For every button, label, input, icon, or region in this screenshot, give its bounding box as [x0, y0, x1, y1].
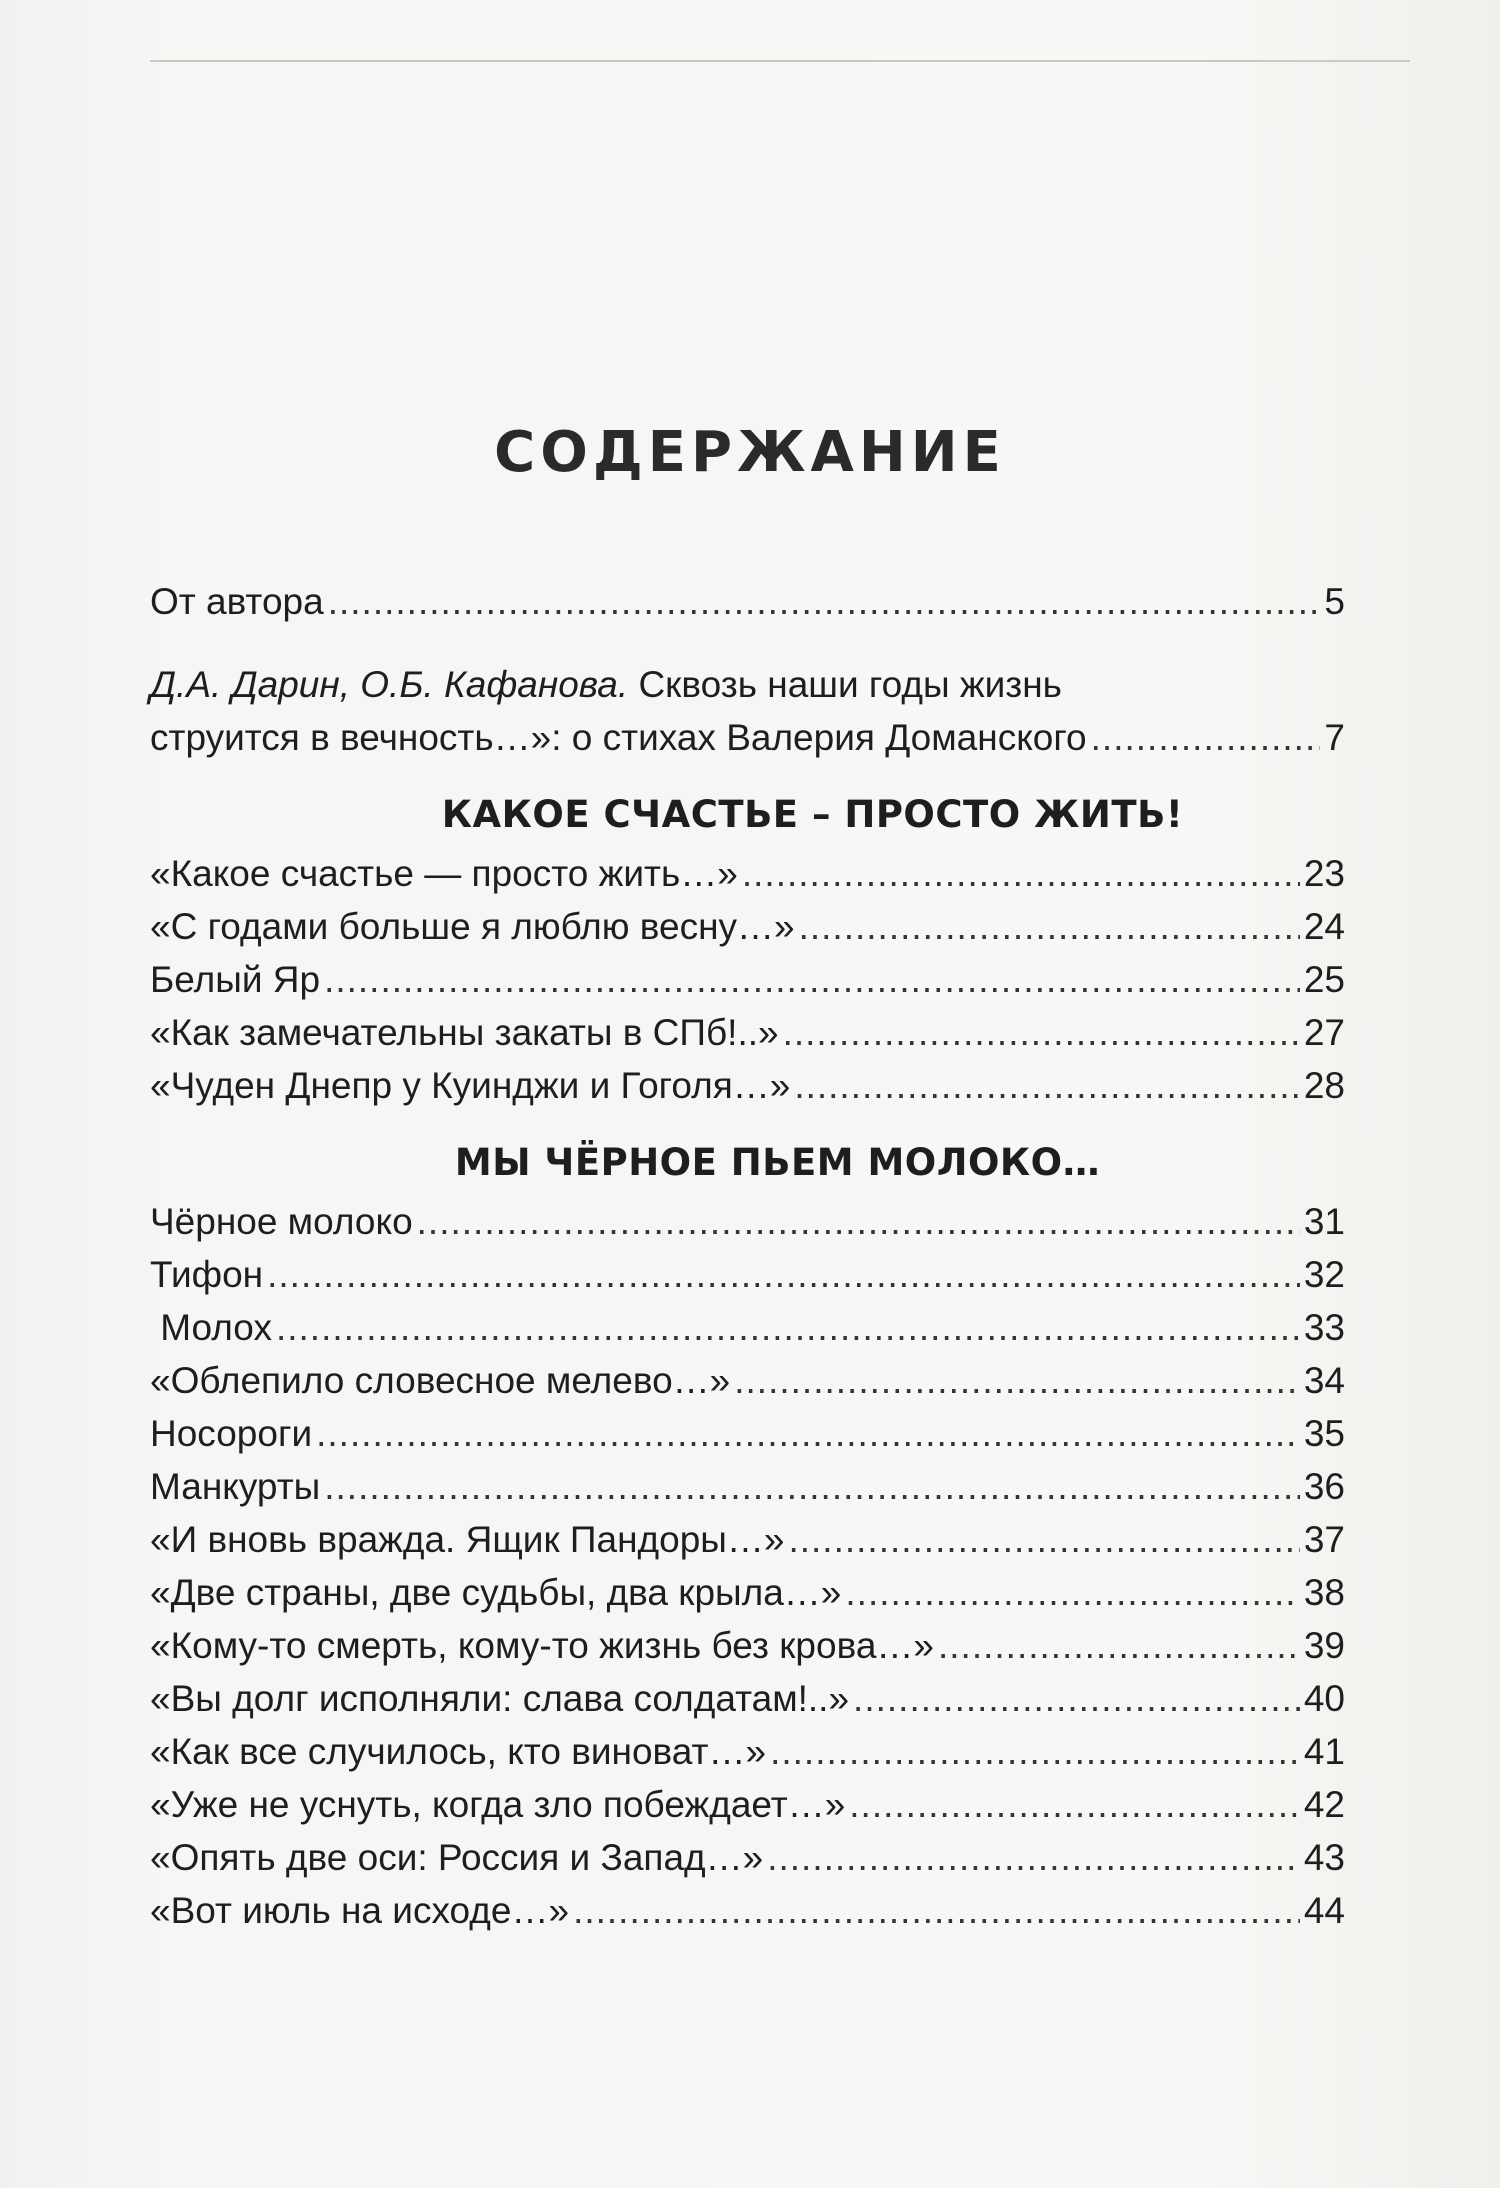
toc-entry-label: «Кому-то смерть, кому-то жизнь без крова…»	[150, 1625, 934, 1666]
leader-dots	[742, 847, 1300, 900]
toc-entry-page: 7	[1324, 717, 1345, 758]
leader-dots	[853, 1672, 1300, 1725]
article-author: Д.А. Дарин, О.Б. Кафанова.	[150, 664, 629, 705]
page-title: СОДЕРЖАНИЕ	[494, 420, 1006, 485]
toc-entry-label: «Вы долг исполняли: слава солдатам!..»	[150, 1678, 850, 1719]
leader-dots	[267, 1248, 1300, 1301]
toc-entry-page: 27	[1303, 1012, 1345, 1053]
toc-entry-page: 24	[1303, 906, 1345, 947]
leader-dots	[770, 1725, 1300, 1778]
toc-entry-label: Манкурты	[150, 1466, 321, 1507]
leader-dots	[324, 953, 1300, 1006]
toc-entry-label: «Облепило словесное мелево…»	[150, 1360, 731, 1401]
toc-entry	[150, 953, 1345, 1006]
table-of-contents	[150, 575, 1345, 1937]
toc-entry-label: «Как замечательны закаты в СПб!..»	[150, 1012, 779, 1053]
header-rule	[150, 60, 1410, 62]
toc-entry-page: 43	[1303, 1837, 1345, 1878]
toc-entry-page: 42	[1303, 1784, 1345, 1825]
leader-dots	[845, 1566, 1299, 1619]
leader-dots	[783, 1006, 1300, 1059]
toc-entry-page: 23	[1303, 853, 1345, 894]
toc-entry	[150, 1195, 1345, 1248]
toc-entry-page: 34	[1303, 1360, 1345, 1401]
toc-entry-label: «Уже не уснуть, когда зло побеждает…»	[150, 1784, 846, 1825]
leader-dots	[938, 1619, 1300, 1672]
toc-entry-page: 36	[1303, 1466, 1345, 1507]
toc-entry-label: «Опять две оси: Россия и Запад…»	[150, 1837, 764, 1878]
toc-entry-label: «Какое счастье — просто жить…»	[150, 853, 738, 894]
toc-entry-page: 35	[1303, 1413, 1345, 1454]
toc-entry	[150, 1059, 1345, 1112]
toc-entry-label: Чёрное молоко	[150, 1201, 413, 1242]
toc-entry-label: «И вновь вражда. Ящик Пандоры…»	[150, 1519, 785, 1560]
toc-entry-label: «Две страны, две судьбы, два крыла…»	[150, 1572, 842, 1613]
leader-dots	[788, 1513, 1299, 1566]
article-first-line	[150, 658, 1345, 711]
toc-entry	[150, 1301, 1345, 1354]
toc-entry-label: От автора	[150, 581, 324, 622]
leader-dots	[276, 1301, 1300, 1354]
leader-dots	[573, 1884, 1300, 1937]
article-title-end: струится в вечность…»: о стихах Валерия Доманского	[150, 717, 1087, 758]
leader-dots	[316, 1407, 1300, 1460]
toc-entry-page: 25	[1303, 959, 1345, 1000]
toc-entry	[150, 1006, 1345, 1059]
section-heading: МЫ ЧЁРНОЕ ПЬЕМ МОЛОКО…	[454, 1141, 1101, 1184]
toc-entry-page: 41	[1303, 1731, 1345, 1772]
toc-entry-page: 44	[1303, 1890, 1345, 1931]
toc-entry	[150, 1354, 1345, 1407]
toc-entry-label: Белый Яр	[150, 959, 321, 1000]
toc-entry-label: Носороги	[150, 1413, 313, 1454]
toc-entry-page: 32	[1303, 1254, 1345, 1295]
toc-entry	[150, 900, 1345, 953]
toc-entry-label: Тифон	[150, 1254, 264, 1295]
toc-entry-page: 33	[1303, 1307, 1345, 1348]
toc-entry	[150, 1460, 1345, 1513]
toc-entry	[150, 1884, 1345, 1937]
toc-entry-page: 39	[1303, 1625, 1345, 1666]
toc-entry-label: «Чуден Днепр у Куинджи и Гоголя…»	[150, 1065, 791, 1106]
toc-entry-label: «Вот июль на исходе…»	[150, 1890, 570, 1931]
leader-dots	[328, 575, 1321, 628]
toc-entry	[150, 1619, 1345, 1672]
toc-entry-page: 37	[1303, 1519, 1345, 1560]
toc-entry-page: 31	[1303, 1201, 1345, 1242]
toc-entry	[150, 1778, 1345, 1831]
toc-entry-label: «С годами больше я люблю весну…»	[150, 906, 795, 947]
leader-dots	[324, 1460, 1300, 1513]
leader-dots	[767, 1831, 1300, 1884]
toc-entry	[150, 1566, 1345, 1619]
toc-entry	[150, 1407, 1345, 1460]
leader-dots	[849, 1778, 1300, 1831]
toc-entry-label: «Как все случилось, кто виноват…»	[150, 1731, 767, 1772]
toc-entry-page: 5	[1324, 581, 1345, 622]
toc-entry-article	[150, 658, 1345, 764]
article-title-start: Сквозь наши годы жизнь	[638, 664, 1062, 705]
leader-dots	[417, 1195, 1300, 1248]
leader-dots	[1091, 711, 1321, 764]
toc-entry	[150, 1672, 1345, 1725]
section-heading: КАКОЕ СЧАСТЬЕ – ПРОСТО ЖИТЬ!	[441, 793, 1184, 836]
toc-entry	[150, 1513, 1345, 1566]
toc-entry	[150, 575, 1345, 628]
article-second-line	[150, 711, 1345, 764]
toc-entry	[150, 1248, 1345, 1301]
toc-entry	[150, 847, 1345, 900]
toc-entry-page: 28	[1303, 1065, 1345, 1106]
toc-entry-page: 40	[1303, 1678, 1345, 1719]
toc-entry-page: 38	[1303, 1572, 1345, 1613]
leader-dots	[794, 1059, 1300, 1112]
toc-entry-label: Молох	[150, 1307, 272, 1348]
toc-entry	[150, 1725, 1345, 1778]
toc-entry	[150, 1831, 1345, 1884]
leader-dots	[734, 1354, 1300, 1407]
leader-dots	[799, 900, 1300, 953]
